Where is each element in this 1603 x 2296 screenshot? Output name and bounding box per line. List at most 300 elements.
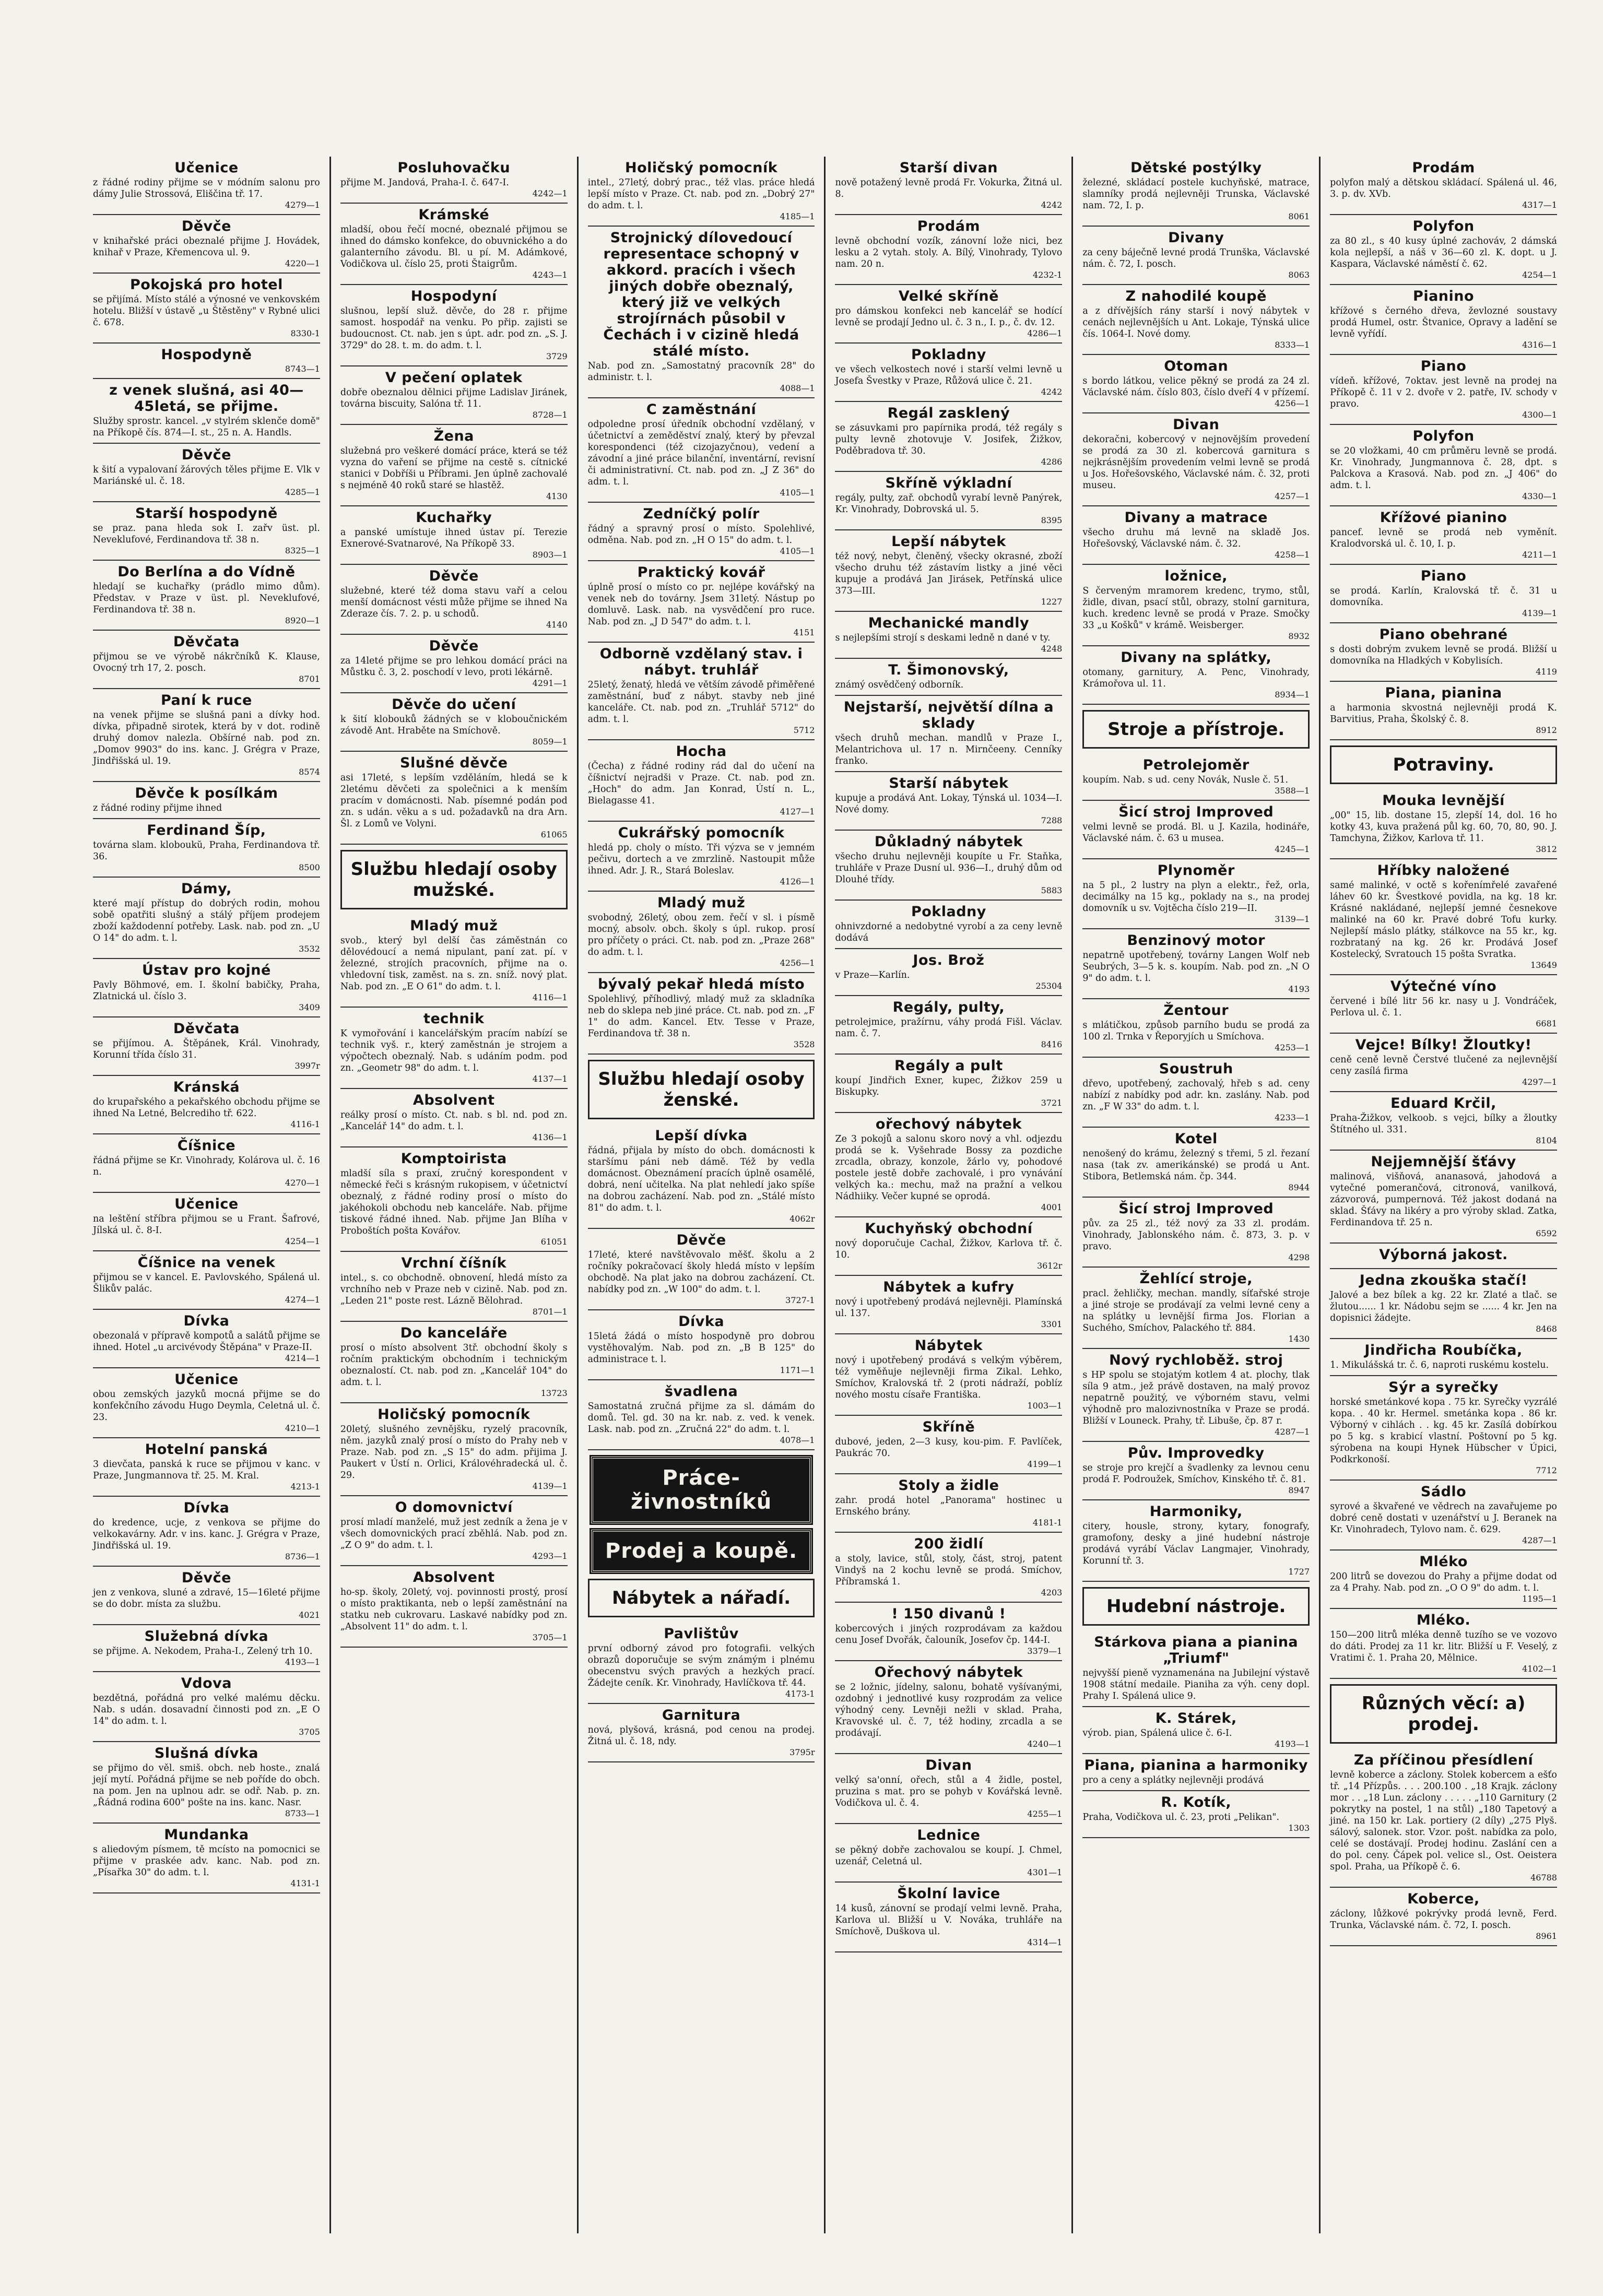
ad-heading: Ústav pro kojné [142,962,271,978]
classified-ad [1330,425,1557,506]
ad-body: nově potažený levně prodá Fr. Vokurka, Žitná ul. 8. [835,177,1063,199]
ad-heading: Služebná dívka [144,1628,269,1644]
ad-body: vídeň. křížové, 7oktav. jest levně na prodej na Příkopě č. 11 v 2. dvoře v 2. patře, IV. schody v pravo. [1330,376,1557,409]
ad-code: 8500 [299,862,320,872]
classified-ad [340,506,568,565]
classified-ad [835,1474,1062,1533]
classified-ad [588,1229,815,1310]
ad-code: 3997r [294,1061,320,1071]
classified-ad [1330,859,1557,975]
classified-ad [93,1368,320,1438]
ad-code: 8903—1 [532,550,568,560]
ad-body: z řádné rodiny přijme ihned [93,803,222,813]
ad-code: 4116—1 [532,992,568,1002]
ad-code: 4291—1 [532,678,568,688]
ad-heading: Učenice [174,160,239,176]
ad-body: přijmou se v kancel. E. Pavlovského, Spálená ul. Šlikův palác. [93,1272,320,1294]
ad-body: pro dámskou konfekci neb kancelář se hodící levně se prodají Jedno ul. č. 3 n., I. p., č. dv. 12. [835,306,1063,328]
ad-heading: Starší hospodyně [135,505,278,522]
ad-body: Ze 3 pokojů a salonu skoro nový a vhl. odjezdu prodá se k. Vyšehrade Bossy za pozdiche zrcadla, obrazy, konzole, žárlo vy, pohodové postele jestě dobře zachovalé, i pro vynávání velkých ka.: mechu, maž na pražní a velkou Nádhiiky. Večer kupné se oprodá. [835,1134,1063,1202]
ad-body: se 2 ložnic, jídelny, salonu, bohatě vyšívanými, ozdobný i jednotlivé kusy rozprodám za velice výhodný ceny. Levněji nežli v sklad. Praha, Kravovské ul. č. 7, též hodiny, zrcadla a se prodávají. [835,1682,1063,1738]
ad-body: a stoly, lavice, stůl, stoly, část, stroj, patent Vindyš na 2 kochu levně se prodá. Smíchov, Příbramská 1. [835,1554,1063,1587]
ad-code: 4220—1 [285,258,320,268]
classified-ad [1082,1791,1310,1838]
ad-body: dubové, jeden, 2—3 kusy, kou-pim. F. Pavlíček, Paukrác 70. [835,1437,1063,1459]
ad-code: 4256—1 [780,958,815,968]
ad-code: 8736—1 [285,1552,320,1561]
column-4 [826,157,1073,2233]
ad-heading: Dětské postýlky [1130,160,1262,176]
classified-ad [835,996,1062,1055]
ad-code: 4181-1 [1033,1518,1063,1528]
ad-body: všecho druhu má levně na skladě Jos. Hořešovský, Václavské nám. č. 32. [1082,527,1310,549]
ad-body: regály, pulty, zař. obchodů vyrabí levně Panýrek, Kr. Vinohrady, Dobrovská ul. 5. [835,493,1063,515]
section-header: Různých věcí: a) prodej. [1330,1684,1557,1744]
classified-ad [1082,506,1310,565]
ad-heading: 200 židlí [914,1536,984,1552]
ad-heading: Cukrářský pomocník [618,825,785,841]
ad-heading: Vdova [181,1675,232,1691]
classified-ad [93,689,320,782]
classified-ad [835,1533,1062,1603]
ad-code: 3588—1 [1275,786,1310,796]
classified-ad [1082,646,1310,705]
ad-heading: Velké skříně [898,288,999,304]
ad-body: zahr. prodá hotel „Panorama" hostinec u Ernského brány. [835,1495,1063,1517]
column-5 [1073,157,1321,2233]
classified-ad [1330,157,1557,215]
ad-heading: Nejjemnější šťávy [1371,1154,1516,1170]
ad-body: do kredence, ucje, z venkova se přijme do velkokavárny. Adr. v ins. kanc. J. Grégra v Praze, Jindřišská ul. 19. [93,1518,320,1551]
ad-code: 4214—1 [285,1353,320,1363]
ad-code: 8330-1 [290,328,320,338]
ad-body: petrolejmice, pražírnu, váhy prodá Fišl. Václav. nam. č. 7. [835,1017,1063,1039]
classified-ad [93,344,320,379]
ad-code: 4255—1 [1027,1809,1063,1819]
section-header: Potraviny. [1330,745,1557,784]
classified-ad [1082,1268,1310,1349]
ad-code: 4285—1 [285,487,320,497]
ad-code: 4102—1 [1522,1664,1557,1674]
ad-body: obezonalá v přípravě kompotů a salátů přijme se ihned. Hotel „u arcivévody Štěpána" v Praze-II. [93,1331,320,1353]
ad-heading: Piana, pianina a harmoniky [1084,1757,1309,1773]
ad-code: 8733—1 [285,1808,320,1818]
ad-heading: Starší nábytek [889,775,1009,791]
ad-heading: Posluhovačku [397,160,511,176]
ad-body: se praz. pana hleda sok I. zařv üst. pl. Neveklufové, Ferdinandova tř. 38 n. [93,523,320,545]
ad-heading: Hříbky naložené [1377,862,1510,879]
classified-ad [835,1113,1062,1217]
ad-body: řádný a spravný prosí o místo. Spolehlivé, odměna. Nab. pod zn. „H O 15" do adm. t. l. [587,524,815,546]
classified-ad [1330,1339,1557,1376]
ad-body: všech druhů mechan. mandlů v Praze I., Melantrichova ul. 17 n. Mirnčeeny. Cenníky franko. [835,733,1063,766]
ad-heading: Paní k ruce [160,692,252,708]
classified-ad [93,1625,320,1672]
section-header: Službu hledají osoby mužské. [340,850,568,909]
ad-heading: Do Berlína a do Vídně [117,564,296,580]
ad-code: 4131-1 [290,1878,320,1888]
ad-heading: Výtečné víno [1390,978,1497,995]
ad-body: továrna slam. kloboukŭ, Praha, Ferdinandova tř. 36. [93,840,320,862]
ad-body: na 5 pl., 2 lustry na plyn a elektr., řež, orla, decimálky na 15 kg., poklady na s., na prodej domovník u sv. Vojtěcha číslo 219—II. [1082,880,1310,914]
ad-heading: Hotelní panská [145,1441,268,1458]
classified-ad [835,659,1062,696]
ad-code: 4139—1 [532,1481,568,1491]
ad-heading: Pokladny [911,347,986,363]
ad-code: 4137—1 [532,1074,568,1084]
ad-body: nejvyšší pieně vyznamenána na Jubilejní výstavě 1908 státní medaile. Pianiha za výh. ceny dopl. Prahy I. Spálená ulice 9. [1082,1668,1310,1701]
ad-heading: Dámy, [181,881,232,897]
section-header: Stroje a přístroje. [1082,710,1310,749]
ad-body: na venek přijme se slušná pani a dívky hod. dívka, připadně sirotek, která by v dot. rodině druhý domov nalezla. Obšírné nab. pod zn. „Domov 9903" do ins. kanc. J. Grégra v Praze, Jindřišská ul. 19. [93,710,320,766]
ad-heading: Dívka [183,1313,230,1329]
ad-heading: Starší divan [899,160,998,176]
ad-heading: Kuchyňský obchodní [865,1221,1033,1237]
classified-ad [1330,1481,1557,1551]
ad-heading: Krámské [418,207,490,223]
classified-ad [1330,355,1557,425]
ad-heading: Křížové pianino [1380,510,1507,526]
ad-code: 8743—1 [285,364,320,374]
ad-body: citery, housle, strony, kytary, fonografy, gramofony, desky a jiné hudební nástroje prodává vyrábí Václav Langmajer, Vinohrady, Korunní tř. 3. [1082,1521,1310,1566]
ad-heading: technik [423,1011,485,1027]
classified-ad [588,157,815,227]
classified-ad [835,215,1062,285]
ad-heading: Děvče do učení [392,696,516,713]
classified-ad [93,1193,320,1251]
ad-heading: Sádlo [1420,1484,1467,1500]
classified-ad [340,1147,568,1252]
ad-code: 4139—1 [1522,608,1557,618]
ad-body: se 20 vložkami, 40 cm průměru levně se prodá. Kr. Vinohrady, Jungmannova č. 28, dpt. s Palckova a Krasová. Nab. pod zn. „J 406" do adm. t. l. [1330,446,1557,491]
ad-body: řádná, přijala by místo do obch. domácnosti k staršímu páni neb dámě. Též by vedla domácnost. Obeznámení pracích úplně osamělé, dobrá, není učitelka. Na plat nehledí jako spíše na dobrou zacházení. Nab. pod zn. „Stálé místo 81" do adm. t. l. [587,1145,815,1213]
ad-code: 6592 [1536,1228,1557,1238]
ad-body: pův. za 25 zl., též nový za 33 zl. prodám. Vinohrady, Jablonského nám. č. 873, 3. p. v pravo. [1082,1218,1310,1252]
classified-ad [1082,227,1310,285]
classified-ad [93,1567,320,1625]
ad-heading: Strojnický dílovedoucí representace schopný v akkord. pracích i všech jiných dobře obeznalý, který již ve velkých strojírnách působil v Čechách i v cizině hledá stálé místo. [603,230,799,359]
ad-body: se pěkný dobře zachovalou se koupí. J. Chmel, uzenář, Celetná ul. [835,1845,1063,1867]
ad-code: 4297—1 [1522,1077,1557,1087]
ad-code: 3532 [299,944,320,954]
classified-ad [1082,929,1310,999]
ad-body: samé malinké, v octě s kořenímřelé zavařené láhev 60 kr. Švestkové povidla, na kg. 18 kr. Krásné nakládané, nejlepší jemné česnekove malinké na 60 kr. Pravé dobré Tofu kurky. Nejlepší máslo plátky, stálkovce na 55 kr., kg. rozbrataný na kg. 26 kr. Prodává Josef Kostelecký, Svratouch 15 pošta Svratka. [1330,880,1557,960]
ad-body: jen z venkova, sluné a zdravé, 15—16leté přijme se do dobr. místa za službu. [93,1588,320,1609]
classified-ad [93,959,320,1017]
classified-ad [835,1824,1062,1883]
ad-heading: švadlena [664,1383,738,1400]
ad-heading: Soustruh [1159,1061,1233,1077]
ad-code: 4136—1 [532,1132,568,1142]
classified-ad [93,1824,320,1893]
ad-code: 8912 [1536,725,1557,735]
classified-ad [93,215,320,274]
ad-code: 4258—1 [1275,550,1310,560]
ad-heading: Hocha [676,743,727,760]
ad-code: 1430 [1288,1334,1310,1344]
classified-ad [340,204,568,285]
ad-heading: Stoly a židle [898,1477,999,1494]
classified-ad [1330,1092,1557,1151]
ad-heading: Polyfon [1412,428,1475,444]
ad-heading: Šicí stroj Improved [1118,804,1274,820]
ad-code: 4287—1 [1275,1427,1310,1437]
ad-heading: Skříně [922,1419,975,1435]
classified-ad [588,822,815,892]
classified-ad [1082,1500,1310,1582]
ad-body: nový doporučuje Cachal, Žižkov, Karlova tř. č. 10. [835,1238,1063,1260]
ad-heading: Z nahodilé koupě [1125,288,1267,304]
classified-ad [1330,682,1557,740]
ad-body: nepatrně upotřebený, továrny Langen Wolf neb Seubrých, 3—5 k. s. koupím. Nab. pod zn. „N O 9" do adm. t. l. [1082,950,1310,984]
ad-heading: Divany na splátky, [1121,649,1272,666]
ad-code: 4245—1 [1275,844,1310,854]
ad-code: 6681 [1536,1019,1557,1028]
classified-ad [340,1403,568,1496]
ad-code: 4286 [1041,457,1063,467]
ad-heading: O domovnictví [395,1499,513,1516]
ad-body: mladší síla s praxí, zručný korespondent v německé řeči s krásným rukopisem, v účetnictví obeznalý, z řádné rodiny prosí o místo do jakéhokoli obchodu neb kanceláře. Nab. přijme tiskové řádné ihned. Nab. přijme Jan Blíha v Proboštích pošta Kovářov. [340,1168,568,1236]
ad-code: 4105—1 [780,546,815,556]
ad-code: 46788 [1530,1873,1557,1883]
classified-ad [1330,1244,1557,1269]
ad-heading: Děvčata [173,1021,240,1037]
classified-ad [340,1252,568,1322]
ad-body: 150—200 litrů mléka denně tuzího se ve vozovo do dáti. Prodej za 11 kr. litr. Bližší u F. Veselý, z Vratimi č. 1. Praha 20, Mělnice. [1330,1630,1557,1663]
ad-code: 4316—1 [1522,340,1557,350]
ad-body: 200 litrů se dovezou do Prahy a přijme dodat od za 4 Prahy. Nab. pod zn. „O O 9" do adm. t. l. [1330,1571,1557,1593]
ad-code: 8932 [1288,631,1310,641]
classified-ad [340,425,568,506]
ad-heading: Lepší nábytek [891,534,1006,550]
ad-heading: Piano [1420,568,1467,584]
ad-code: 7288 [1041,815,1063,825]
classified-ad [835,1334,1062,1416]
ad-code: 8325—1 [285,546,320,555]
ad-code: 8934—1 [1275,690,1310,700]
ad-code: 4232-1 [1033,270,1063,280]
classified-ad [835,901,1062,949]
ad-code: 4078—1 [780,1435,815,1445]
ad-heading: bývalý pekař hledá místo [597,976,805,992]
ad-code: 1171—1 [780,1365,815,1375]
classified-ad [93,878,320,959]
ad-code: 4301—1 [1027,1867,1063,1877]
ad-code: 1727 [1288,1567,1310,1577]
ad-body: a panské umístuje ihned ústav pí. Terezie Exnerové-Svatnarové, Na Příkopě 33. [340,527,568,549]
ad-body: s nejlepšími strojí s deskami ledně n dané v ty. [835,633,1051,643]
classified-ad [1330,623,1557,682]
ad-code: 61065 [540,830,568,839]
ad-heading: Nový rychloběž. stroj [1109,1352,1283,1368]
ad-body: levně koberce a záclony. Stolek kobercem a ešťo tř. „14 Přízpůs. . . . 200.100 . „18 Krajk. záclony mor . . „18 Lun. záclony . . . . . „110 Garnitury (2 pokrytky na postel, 1 na stůl) „180 Tapetový a jiné. na 150 kr. Lak. portiery (2 díly) „275 Plyš. sálový, salonek. stor. Vzor. pošt. nabídka za polo, celé se dostávají. Prodej hodinu. Zaslání cen a do pol. ceny. Čápek pol. velice sl., Ost. Oeistera spol. Praha, ua Příkopě č. 6. [1330,1770,1557,1872]
classified-ad [1330,565,1557,623]
ad-heading: Mladý muž [410,918,498,934]
ad-body: dekoračni, kobercový v nejnovějším provedení se prodá za 30 zl. kobercová garnitura s nejkrásnějším provedením velmi levně se prodá u Jos. Hořešovského, Václavské nám. č. 32, proti museu. [1082,434,1310,491]
ad-body: intel., s. co obchodně. obnovení, hledá místo za vrchního neb v Praze neb v cizině. Nab. pod zn. „Leden 21" poste rest. Lázně Bělohrad. [340,1273,568,1306]
ad-heading: Žehlící stroje, [1139,1271,1253,1287]
ad-body: obou zemských jazyků mocná přijme se do konfekčního závodu Hugo Deymla, Celetná ul. č. 23. [93,1389,320,1423]
ad-heading: Číšnice [177,1138,236,1154]
ad-heading: Nejstarší, největší dílna a sklady [843,699,1054,731]
ad-body: které mají přístup do dobrých rodin, mohou sobě opatřiti slušný a stálý příjem prodejem zboží každodenní potřeby. Lask. nab. pod zn. „U O 14" do adm. t. l. [93,898,320,943]
classified-ad [340,752,568,845]
ad-heading: Dívka [183,1500,230,1516]
ad-code: 8961 [1536,1931,1557,1941]
ad-code: 4116-1 [290,1119,320,1129]
classified-ad [588,1310,815,1380]
ad-body: velmi levně se prodá. Bl. u J. Kazila, hodináře, Václavské nám. č. 63 u musea. [1082,822,1310,844]
classified-ad [1330,1151,1557,1244]
ad-body: svob., který byl delší čas záměstnán co dělovédoucí a nemá nipulant, paní zat. pí. v železné, strojích pracovních, přijme na o. vhledovní tisk, zaměst. na s. zn. sníž. nový plat. Nab. pod zn. „E O 61" do adm. t. l. [340,936,568,992]
ad-heading: Vrchní číšník [401,1255,507,1271]
ad-body: s HP spolu se stojatým kotlem 4 at. plochy, tlak síla 9 atm., jež právě dostaven, na malý provoz nepatrně použitý, ve výborném stavu, velmi výhodně pro malozivnostníka v Praze se prodá. Bližší v Louneck. Prahy, tř. Libuše, čp. 87 r. [1082,1370,1310,1426]
ad-code: 13723 [540,1388,568,1398]
ad-heading: ! 150 divanů ! [891,1606,1006,1622]
ad-heading: Prodám [1412,160,1475,176]
ad-body: Pavly Böhmové, em. I. školní babičky, Praha, Zlatnická ul. číslo 3. [93,980,320,1002]
ad-body: s dosti dobrým zvukem levně se prodá. Bližší u domovníka na Hladkých v Kobylisích. [1330,644,1557,666]
ad-heading: Slušná dívka [154,1745,259,1761]
ad-body: intel., 27letý, dobrý prac., též vlas. práce hledá lepší místo v Praze. Ct. nab. pod zn. „Dobrý 27" do adm. t. l. [587,177,815,211]
ad-heading: Holičský pomocník [624,160,778,176]
ad-heading: Piano obehrané [1379,626,1508,643]
ad-body: ohnivzdorné a nedobytné vyrobí a za ceny levně dodává [835,921,1063,943]
classified-ad [588,973,815,1055]
ad-body: řádná přijme se Kr. Vinohrady, Kolárova ul. č. 16 n. [93,1155,320,1177]
ad-heading: Vejce! Bílky! Žloutky! [1355,1037,1532,1053]
ad-heading: Kuchařky [416,510,492,526]
ad-code: 8920—1 [285,616,320,625]
ad-body: levně obchodní vozík, zánovní lože nici, bez lesku a 2 vytah. stoly. A. Bílý, Vinohrady, Tylovo nam. 20 n. [835,236,1063,269]
ad-heading: Jos. Brož [913,952,985,968]
ad-body: 14 kusů, zánovní se prodají velmi levně. Praha, Karlova ul. Bližší u V. Nováka, truhláře na Smíchově, Duškova ul. [835,1903,1063,1937]
classified-ad [93,274,320,344]
ad-heading: Mouka levnější [1382,792,1505,809]
ad-heading: Mechanické mandly [868,615,1030,631]
classified-ad [340,565,568,635]
ad-heading: Eduard Krčil, [1390,1095,1496,1111]
ad-heading: Piana, pianina [1385,685,1502,701]
ad-code: 4233—1 [1275,1113,1310,1122]
ad-code: 4253—1 [1275,1043,1310,1052]
ad-body: nový i upotřebený prodává s velkým výběrem, též vyměňuje nejlevněji firma Zikal. Lehko, Smíchov, Kralovská tř. 2 (proti nádraží, poblíz nového mostu císaře Františka. [835,1355,1063,1400]
ad-body: úplně prosí o místo co pr. nejlépe kovářský na venek neb do továrny. Jsem 31letý. Nástup po domluvě. Lask. nab. na vysvědčení pro ruce. Nab. pod zn. „J D 547" do adm. t. l. [587,582,815,627]
classified-ad [93,157,320,215]
ad-heading: Dívka [678,1313,725,1330]
classified-ad [835,831,1062,901]
ad-body: mladší, obou řečí mocné, obeznalé přijmou se ihned do dámsko konfekce, do obuvnického a do galanterního závodu. Bl. u pí. M. Adámkové, Vodičkova ul. číslo 25, proti Štaigrům. [340,224,568,269]
ad-body: známý osvědčený odborník. [835,680,964,690]
ad-code: 8701—1 [532,1307,568,1317]
ad-code: 3379—1 [1027,1646,1063,1656]
classified-ad [1330,1551,1557,1609]
ad-heading: Benzinový motor [1127,932,1265,949]
ad-body: dřevo, upotřebený, zachovalý, hřeb s ad. ceny nabízí z nabídky pod adr. kn. zaslány. Nab. pod zn. „F W 33" do adm. t. l. [1082,1079,1310,1112]
ad-body: pracl. žehličky, mechan. mandly, síťařské stroje a jiné stroje se prodávají za velmi levné ceny a na splátky u levnější firma Jos. Florian a Suchého, Smíchov, Palackého tř. 884. [1082,1288,1310,1333]
ad-heading: Pokladny [911,904,986,920]
classified-ad [835,1055,1062,1113]
classified-ad [340,285,568,366]
ad-code: 4119 [1536,667,1557,677]
ad-code: 4317—1 [1522,200,1557,210]
ad-body: záclony, lůžkové pokrývky prodá levně, Ferd. Trunka, Václavské nám. č. 72, I. posch. [1330,1909,1557,1931]
classified-ad [93,1742,320,1824]
ad-code: 4193—1 [1275,1739,1310,1749]
ad-heading: Divan [925,1757,972,1773]
ad-heading: Jedna zkouška stačí! [1359,1272,1528,1288]
ad-body: přijmou se ve výrobě nákrčníků K. Klause, Ovocný trh 17, 2. posch. [93,652,320,673]
ad-heading: Regály, pulty, [892,999,1005,1015]
ad-body: kupuje a prodává Ant. Lokay, Týnská ul. 1034—I. Nové domy. [835,793,1063,815]
ad-heading: Regály a pult [894,1058,1003,1074]
ad-code: 4243—1 [532,270,568,280]
ad-heading: Holičský pomocník [378,1406,531,1423]
classified-ad [1330,975,1557,1034]
ad-code: 4254—1 [1522,270,1557,280]
ad-heading: Číšnice na venek [137,1254,276,1271]
ad-code: 3528 [793,1039,815,1049]
ad-body: do krupařského a pekařského obchodu přijme se ihned Na Letné, Belcrediho tř. 622. [93,1097,320,1119]
ad-heading: Divan [1173,417,1220,433]
ad-code: 3729 [546,351,568,361]
ad-code: 1227 [1041,597,1063,607]
ad-heading: Jindřicha Roubíčka, [1364,1342,1523,1358]
ad-body: nenošený do krámu, železný s třemi, 5 zl. řezaní nasa (tak zv. amerikánské) se prodá u Ant. Stibora, Betlemská nám. čp. 344. [1082,1149,1310,1182]
classified-ad [340,1566,568,1648]
classified-ad [1082,859,1310,929]
classified-ad [93,444,320,502]
classified-ad [588,1704,815,1762]
ad-body: za ceny báječně levné prodá Trunška, Václavské nám. č. 72, I. posch. [1082,247,1310,269]
ad-heading: Slušné děvče [400,755,508,771]
ad-body: 15letá žádá o místo hospodyně pro dobrou vystěhovalým. Nab. pod zn. „B B 125" do administrace t. l. [587,1331,815,1365]
ad-body: 1. Mikulášská tr. č. 6, naproti ruskému kostelu. [1330,1360,1549,1370]
ad-heading: Divany a matrace [1124,510,1268,526]
ad-heading: Stárkova piana a pianina „Triumf" [1094,1634,1299,1666]
ad-heading: Komptoiristа [400,1151,507,1167]
ad-body: odpoledne prosí úředník obchodní vzdělaný, v účetnictví a zeměděství znalý, který by převzal korespondenci (též cizojazyčnou), vedení a závodní a jiné práce bilanční, inventární, revisní či administrativní. Ct. nab. pod zn. „J Z 36" do adm. t. l. [587,419,815,487]
ad-heading: Pianino [1413,288,1475,304]
classified-ad [588,398,815,503]
classified-ad [588,1125,815,1229]
ad-code: 4021 [299,1610,320,1620]
ad-body: prosí o místo absolvent 3tř. obchodní školy s ročním praktickým obchodním i technickým obeznalostí. Ct. nab. pod zn. „Kancelář 104" do adm. t. l. [340,1343,568,1388]
classified-ad [835,1754,1062,1824]
section-header: Hudební nástroje. [1082,1587,1310,1626]
ad-body: se přijme. A. Nekodem, Praha-I., Zelený trh 10. [93,1646,313,1656]
classified-ad [1330,215,1557,285]
ad-code: 3409 [299,1002,320,1012]
ad-body: 3 dievčata, panská k ruce se přijmou v kanc. v Praze, Jungmannova tř. 25. M. Kral. [93,1459,320,1481]
ad-heading: Nábytek [914,1338,983,1354]
ad-heading: Děvčata [173,634,240,650]
ad-heading: Do kanceláře [400,1325,508,1341]
ad-body: a z dřívějších rány starší i nový nábytek v cenách nejlevnějších u Ant. Lokaje, Týnská ulice čís. 1064-I. Nové domy. [1082,306,1310,339]
ad-heading: Pavlištův [664,1626,739,1642]
ad-code: 4140 [546,620,568,630]
ad-heading: Hospodyně [161,347,252,363]
ad-body: ceně ceně levně Čerstvé tlučené za nejlevnější ceny zasílá firma [1330,1055,1557,1076]
ad-code: 4256—1 [1275,398,1310,408]
ad-code: 8395 [1041,515,1063,525]
ad-heading: Žena [433,428,474,444]
classified-ad [1330,1034,1557,1092]
ad-body: dobře obeznalou dělnici přijme Ladislav Jiránek, továrna biscuity, Salóna tř. 11. [340,387,568,409]
ad-heading: Harmoniky, [1149,1504,1243,1520]
ad-body: Samostatná zručná přijme za sl. dámám do domů. Tel. gd. 30 na kr. nab. z. ved. k venek. Lask. nab. pod zn. „Zručná 22" do adm. t. l. [587,1401,815,1435]
ad-body: služebné, které též doma stavu vaří a celou menší domácnost vésti může přijme se ihned Na Zderaze čís. 7. 2. p. u schodů. [340,586,568,619]
